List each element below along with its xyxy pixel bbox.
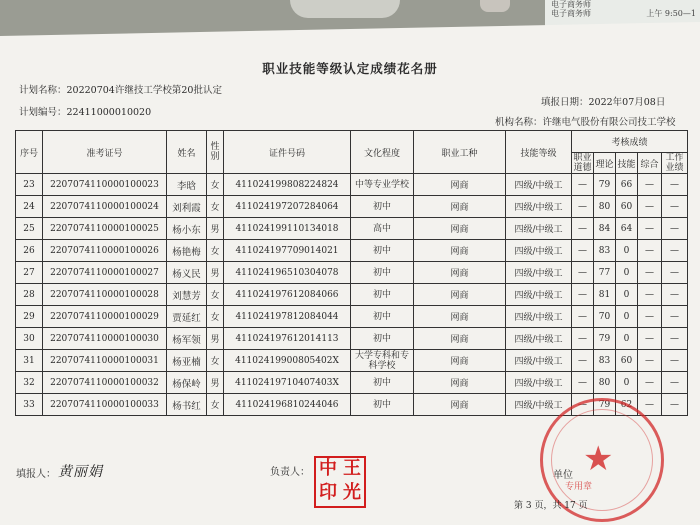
table-row xyxy=(16,350,688,372)
cell-education: 初中 xyxy=(351,306,414,328)
header-name: 姓名 xyxy=(167,131,207,174)
cell-seq: 32 xyxy=(16,372,43,394)
cell-ethics: — xyxy=(572,284,594,306)
cell-seq: 30 xyxy=(16,328,43,350)
cell-work-performance: — xyxy=(662,240,688,262)
cell-seq: 27 xyxy=(16,262,43,284)
cell-gender: 女 xyxy=(207,196,224,218)
cell-seq: 23 xyxy=(16,174,43,196)
cell-ethics: — xyxy=(572,394,594,416)
table-row xyxy=(16,284,688,306)
cell-comprehensive: — xyxy=(638,394,662,416)
cell-ethics: — xyxy=(572,328,594,350)
table-row xyxy=(16,306,688,328)
seal-char: 印 xyxy=(319,482,337,503)
cell-skill: 60 xyxy=(616,350,638,372)
cell-work-performance: — xyxy=(662,218,688,240)
cell-exam-no: 2207074110000100030 xyxy=(43,328,167,350)
cell-level: 四级/中级工 xyxy=(506,284,572,306)
cell-work-performance: — xyxy=(662,262,688,284)
cell-id-no: 411024197812084044 xyxy=(224,306,351,328)
cell-theory: 81 xyxy=(594,284,616,306)
cell-seq: 33 xyxy=(16,394,43,416)
seal-char: 王 xyxy=(343,458,361,479)
header-ethics: 职业道德 xyxy=(573,153,592,173)
table-row xyxy=(16,218,688,240)
scrap-line-1: 电子商务师 xyxy=(551,0,591,9)
cell-seq: 31 xyxy=(16,350,43,372)
cell-comprehensive: — xyxy=(638,284,662,306)
cell-level: 四级/中级工 xyxy=(506,174,572,196)
cell-ethics: — xyxy=(572,372,594,394)
cell-name: 刘慧芳 xyxy=(167,284,207,306)
cell-seq: 29 xyxy=(16,306,43,328)
header-seq: 序号 xyxy=(16,131,43,174)
cell-ethics: — xyxy=(572,240,594,262)
header-id-no: 证件号码 xyxy=(224,131,351,174)
cell-work-performance: — xyxy=(662,174,688,196)
cell-exam-no: 2207074110000100027 xyxy=(43,262,167,284)
cell-comprehensive: — xyxy=(638,196,662,218)
cell-theory: 79 xyxy=(594,394,616,416)
fill-date: 填报日期：2022年07月08日 xyxy=(541,97,666,108)
cell-occupation: 网商 xyxy=(414,240,506,262)
document-title: 职业技能等级认定成绩花名册 xyxy=(262,61,438,76)
cell-level: 四级/中级工 xyxy=(506,306,572,328)
cell-theory: 77 xyxy=(594,262,616,284)
cell-id-no: 411024199808224824 xyxy=(224,174,351,196)
cell-name: 杨小东 xyxy=(167,218,207,240)
cell-exam-no: 2207074110000100031 xyxy=(43,350,167,372)
cell-occupation: 网商 xyxy=(414,196,506,218)
cell-theory: 70 xyxy=(594,306,616,328)
cell-level: 四级/中级工 xyxy=(506,328,572,350)
cell-occupation: 网商 xyxy=(414,284,506,306)
page-number: 第 3 页，共 17 页 xyxy=(514,501,588,511)
cell-level: 四级/中级工 xyxy=(506,196,572,218)
cell-skill: 0 xyxy=(616,262,638,284)
cell-occupation: 网商 xyxy=(414,174,506,196)
personal-seal xyxy=(314,456,366,508)
cell-ethics: — xyxy=(572,350,594,372)
organization-name: 机构名称：许继电气股份有限公司技工学校 xyxy=(495,117,676,128)
cell-seq: 24 xyxy=(16,196,43,218)
cell-education: 高中 xyxy=(351,218,414,240)
cell-occupation: 网商 xyxy=(414,372,506,394)
cell-comprehensive: — xyxy=(638,218,662,240)
cell-theory: 83 xyxy=(594,240,616,262)
cell-education: 大学专科和专科学校 xyxy=(351,350,414,372)
cell-id-no: 41102419710407403X xyxy=(224,372,351,394)
cell-theory: 80 xyxy=(594,196,616,218)
cell-theory: 84 xyxy=(594,218,616,240)
responsible-label: 负责人： xyxy=(270,467,310,478)
cell-skill: 64 xyxy=(616,218,638,240)
cell-level: 四级/中级工 xyxy=(506,262,572,284)
header-occupation: 职业工种 xyxy=(414,131,506,174)
cell-education: 初中 xyxy=(351,262,414,284)
cell-skill: 66 xyxy=(616,174,638,196)
cell-id-no: 411024197207284064 xyxy=(224,196,351,218)
cell-work-performance: — xyxy=(662,394,688,416)
cell-seq: 26 xyxy=(16,240,43,262)
cell-level: 四级/中级工 xyxy=(506,372,572,394)
cell-name: 杨军领 xyxy=(167,328,207,350)
cell-occupation: 网商 xyxy=(414,306,506,328)
seal-char: 中 xyxy=(319,458,337,479)
cell-theory: 79 xyxy=(594,328,616,350)
cell-name: 贾延红 xyxy=(167,306,207,328)
cell-id-no: 411024196810244046 xyxy=(224,394,351,416)
table-row xyxy=(16,262,688,284)
cell-gender: 男 xyxy=(207,218,224,240)
background-paper-scrap xyxy=(545,0,700,26)
cell-education: 初中 xyxy=(351,284,414,306)
cell-work-performance: — xyxy=(662,372,688,394)
cell-level: 四级/中级工 xyxy=(506,394,572,416)
cell-gender: 女 xyxy=(207,240,224,262)
cell-education: 初中 xyxy=(351,372,414,394)
cell-education: 中等专业学校 xyxy=(351,174,414,196)
cell-exam-no: 2207074110000100032 xyxy=(43,372,167,394)
header-comprehensive: 综合 xyxy=(638,153,662,174)
cell-work-performance: — xyxy=(662,196,688,218)
cell-comprehensive: — xyxy=(638,306,662,328)
cell-comprehensive: — xyxy=(638,350,662,372)
cell-level: 四级/中级工 xyxy=(506,350,572,372)
cell-id-no: 411024197612014113 xyxy=(224,328,351,350)
header-theory: 理论 xyxy=(594,153,616,174)
cell-ethics: — xyxy=(572,174,594,196)
cell-ethics: — xyxy=(572,306,594,328)
cell-gender: 女 xyxy=(207,350,224,372)
header-gender: 性别 xyxy=(207,131,224,174)
cell-name: 杨保岭 xyxy=(167,372,207,394)
cell-work-performance: — xyxy=(662,306,688,328)
cell-skill: 0 xyxy=(616,306,638,328)
cell-id-no: 411024196510304078 xyxy=(224,262,351,284)
cell-name: 杨书红 xyxy=(167,394,207,416)
cell-name: 杨亚楠 xyxy=(167,350,207,372)
cell-exam-no: 2207074110000100024 xyxy=(43,196,167,218)
cell-seq: 28 xyxy=(16,284,43,306)
filler-signature: 黄丽娟 xyxy=(58,464,103,480)
cell-gender: 男 xyxy=(207,262,224,284)
header-exam-no: 准考证号 xyxy=(43,131,167,174)
cell-level: 四级/中级工 xyxy=(506,240,572,262)
header-scores: 考核成绩 xyxy=(572,131,688,153)
cell-work-performance: — xyxy=(662,284,688,306)
cell-exam-no: 2207074110000100028 xyxy=(43,284,167,306)
background-object-2 xyxy=(480,0,510,12)
cell-exam-no: 2207074110000100033 xyxy=(43,394,167,416)
cell-comprehensive: — xyxy=(638,372,662,394)
cell-work-performance: — xyxy=(662,328,688,350)
cell-ethics: — xyxy=(572,218,594,240)
cell-skill: 62 xyxy=(616,394,638,416)
cell-name: 杨艳梅 xyxy=(167,240,207,262)
cell-theory: 79 xyxy=(594,174,616,196)
cell-gender: 男 xyxy=(207,328,224,350)
filler-label: 填报人： xyxy=(16,469,56,480)
cell-exam-no: 2207074110000100023 xyxy=(43,174,167,196)
header-education: 文化程度 xyxy=(351,131,414,174)
cell-skill: 0 xyxy=(616,328,638,350)
table-row xyxy=(16,196,688,218)
cell-gender: 女 xyxy=(207,284,224,306)
table-row xyxy=(16,240,688,262)
unit-label: 单位 xyxy=(553,470,573,481)
cell-occupation: 网商 xyxy=(414,394,506,416)
cell-name: 刘利霞 xyxy=(167,196,207,218)
star-icon: ★ xyxy=(583,439,614,479)
cell-education: 初中 xyxy=(351,328,414,350)
table-row xyxy=(16,328,688,350)
cell-occupation: 网商 xyxy=(414,350,506,372)
cell-skill: 0 xyxy=(616,284,638,306)
header-level: 技能等级 xyxy=(506,131,572,174)
table-row xyxy=(16,174,688,196)
seal-text: 专用章 xyxy=(565,482,593,492)
cell-name: 杨义民 xyxy=(167,262,207,284)
cell-id-no: 411024197709014021 xyxy=(224,240,351,262)
plan-name: 计划名称：20220704许继技工学校第20批认定 xyxy=(19,85,222,96)
cell-exam-no: 2207074110000100026 xyxy=(43,240,167,262)
header-work-performance: 工作业绩 xyxy=(662,153,688,174)
cell-id-no: 411024199110134018 xyxy=(224,218,351,240)
cell-theory: 83 xyxy=(594,350,616,372)
cell-gender: 女 xyxy=(207,394,224,416)
cell-occupation: 网商 xyxy=(414,218,506,240)
cell-id-no: 411024197612084066 xyxy=(224,284,351,306)
results-table xyxy=(15,130,688,416)
cell-occupation: 网商 xyxy=(414,328,506,350)
cell-skill: 60 xyxy=(616,196,638,218)
cell-comprehensive: — xyxy=(638,328,662,350)
cell-gender: 女 xyxy=(207,306,224,328)
scrap-time: 上午 9:50—1 xyxy=(646,9,696,18)
cell-education: 初中 xyxy=(351,196,414,218)
cell-comprehensive: — xyxy=(638,240,662,262)
cell-gender: 男 xyxy=(207,372,224,394)
cell-seq: 25 xyxy=(16,218,43,240)
scrap-line-2: 电子商务师 xyxy=(551,9,591,18)
cell-comprehensive: — xyxy=(638,262,662,284)
plan-number: 计划编号：22411000010020 xyxy=(19,107,152,118)
cell-education: 初中 xyxy=(351,240,414,262)
cell-skill: 0 xyxy=(616,372,638,394)
cell-ethics: — xyxy=(572,262,594,284)
table-row xyxy=(16,372,688,394)
cell-comprehensive: — xyxy=(638,174,662,196)
cell-exam-no: 2207074110000100029 xyxy=(43,306,167,328)
seal-char: 光 xyxy=(343,482,361,503)
cell-gender: 女 xyxy=(207,174,224,196)
cell-theory: 80 xyxy=(594,372,616,394)
cell-occupation: 网商 xyxy=(414,262,506,284)
header-skill: 技能 xyxy=(616,153,638,174)
cell-level: 四级/中级工 xyxy=(506,218,572,240)
cell-work-performance: — xyxy=(662,350,688,372)
cell-skill: 0 xyxy=(616,240,638,262)
cell-id-no: 41102419900805402X xyxy=(224,350,351,372)
cell-name: 李晗 xyxy=(167,174,207,196)
background-object xyxy=(290,0,400,18)
cell-ethics: — xyxy=(572,196,594,218)
cell-education: 初中 xyxy=(351,394,414,416)
cell-exam-no: 2207074110000100025 xyxy=(43,218,167,240)
